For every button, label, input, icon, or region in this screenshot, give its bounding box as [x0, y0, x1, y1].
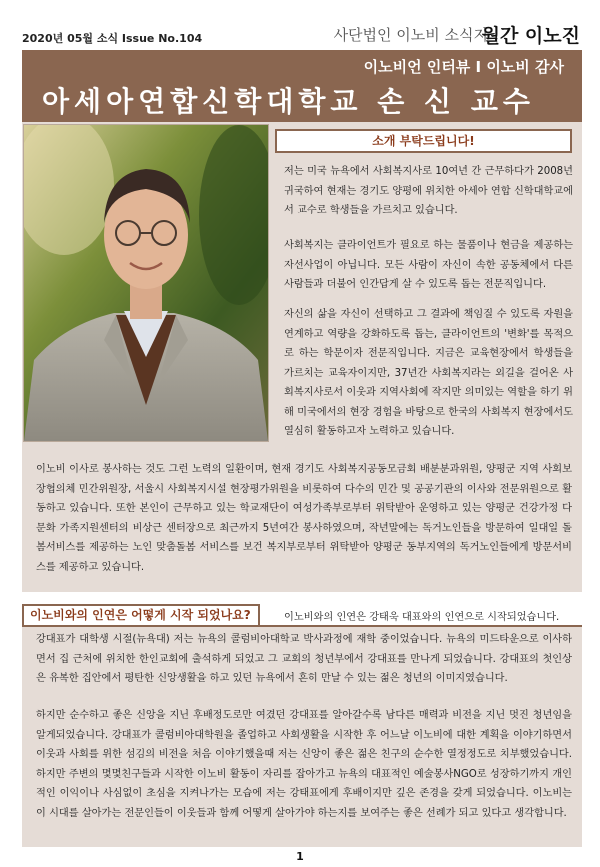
question-heading: 이노비와의 인연은 어떻게 시작 되었나요?	[30, 608, 251, 622]
paragraph-text: 자신의 삶을 자신이 선택하고 그 결과에 책임질 수 있도록 자원을 연계하고 역량을 강화하도록 돕는, 클라이언트의 '변화'를 목적으로 하는 학문이자 전문직입니다. 지금은 교육현장에서 학생들을 가르치는 교육자이지만, 37년간 사회복지라는 외길을 걸어온 사회복지사로서 이웃과 지역사회에 작지만 의미있는 역할을 하기 위해 미국에서의 현장 경험을 바탕으로 한국의 사회복지 현장에서도 열심히 활동하고자 노력하고 있습니다.	[284, 309, 573, 437]
intro-heading-box	[275, 129, 572, 153]
paragraph-text: 저는 미국 뉴욕에서 사회복지사로 10여년 간 근무하다가 2008년 귀국하여 현재는 경기도 양평에 위치한 아세아 연합 신학대학교에서 교수로 학생들을 가르치고 있습니다.	[284, 166, 573, 216]
newsletter-title: 월간 이노진	[481, 25, 580, 47]
intro-paragraph-3	[284, 305, 573, 442]
page-number: 1	[296, 850, 304, 863]
question-heading-box	[22, 604, 260, 627]
answer-paragraph-2	[36, 706, 572, 823]
paragraph-text: 강대표가 대학생 시절(뉴욕대) 저는 뉴욕의 콜럼비아대학교 박사과정에 재학 중이었습니다. 뉴욕의 미드타운으로 이사하면서 집 근처에 위치한 한인교회에 출석하게 되었고 그 교회의 청년부에서 강대표를 만나게 되었습니다. 강대표의 첫인상은 유복한 집안에서 평탄한 신앙생활을 하고 있던 뉴욕에서 흔히 만날 수 있는 젊은 청년의 이미지였습니다.	[36, 634, 572, 684]
answer-paragraph-1	[36, 630, 572, 689]
publisher-label: 사단법인 이노비 소식지	[333, 26, 488, 44]
portrait-photo	[23, 124, 269, 442]
intro-full-paragraph	[36, 460, 572, 577]
paragraph-text: 이노비와의 인연은 강태욱 대표와의 인연으로 시작되었습니다.	[284, 612, 560, 623]
paragraph-text: 이노비 이사로 봉사하는 것도 그런 노력의 일환이며, 현재 경기도 사회복지공동모금회 배분분과위원, 양평군 지역 사회보장협의체 민간위원장, 서울시 사회복지시설 현장평가위원을 비롯하여 다수의 민간 및 공공기관의 이사와 전문위원으로 활동하고 있습니다. 또한 본인이 근무하고 있는 학교재단이 여성가족부로부터 위탁받아 운영하고 있는 양평군 건강가정 다문화 가족지원센터의 비상근 센터장으로 최근까지 5년여간 봉사하였으며, 작년말에는 독거노인들을 방문하여 일대일 돌봄서비스를 제공하는 노인 맞춤돌봄 서비스를 보건 복지부로부터 위탁받아 양평군 동부지역의 독거노인들에게 방문서비스를 제공하고 있습니다.	[36, 464, 572, 573]
answer-first-line	[284, 608, 574, 628]
intro-paragraph-1	[284, 162, 573, 221]
paragraph-text: 하지만 순수하고 좋은 신앙을 지닌 후배정도로만 여겼던 강대표를 알아갈수록 남다른 매력과 비전을 지닌 멋진 청년임을 알게되었습니다. 강대표가 콜럼비아대학원을 졸업하고 사회생활을 시작한 후 어느날 이노비에 대한 계획을 이야기하면서 이웃과 사회를 위한 섬김의 비전을 처음 이야기했을때 저는 신앙이 좋은 젊은 친구의 순수한 열정정도로 치부했었습니다. 하지만 주변의 몇몇친구들과 시작한 이노비 활동이 자리를 잡아가고 뉴욕의 대표적인 예술봉사NGO로 성장하기까지 개인적인 이익이나 사심없이 초심을 지켜나가는 모습에 저는 강태표에게 후배이지만 깊은 존경을 갖게 되었습니다. 이노비는 이 시대를 살아가는 전문인들이 이웃들과 함께 어떻게 살아가야 하는지를 보여주는 좋은 선례가 되고 있다고 생각합니다.	[36, 710, 572, 819]
intro-paragraph-2	[284, 236, 573, 295]
paragraph-text: 사회복지는 클라이언트가 필요로 하는 물품이나 현금을 제공하는 자선사업이 아닙니다. 모든 사람이 자신이 속한 공동체에서 다른 사람들과 더불어 인간답게 살 수 있도록 돕는 전문직입니다.	[284, 240, 573, 290]
header	[0, 0, 600, 48]
banner-title: 아세아연합신학대학교 손 신 교수	[42, 85, 535, 118]
banner-subtitle: 이노비언 인터뷰 I 이노비 감사	[363, 58, 564, 76]
title-banner	[22, 50, 582, 122]
intro-heading: 소개 부탁드립니다!	[372, 134, 475, 148]
issue-label: 2020년 05월 소식 Issue No.104	[22, 32, 203, 45]
